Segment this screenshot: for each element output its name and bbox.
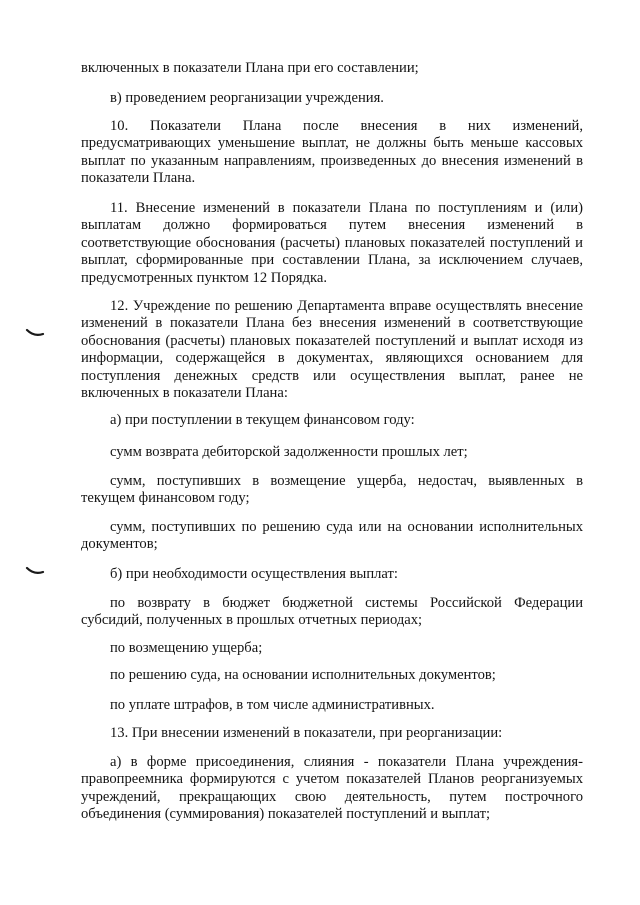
paragraph-item-v: в) проведением реорганизации учреждения. xyxy=(110,90,384,106)
paragraph-11: 11. Внесение изменений в показатели Плана по поступлениям и (или) выплатам должно формироваться путем внесения изменений в соответствующие обоснования (расчеты) плановых показателей поступлений и выплат, сформированные при составлении Плана, за исключением случаев, предусмотренных пунктом 12 Порядка. xyxy=(81,200,583,286)
paragraph-13: 13. При внесении изменений в показатели, при реорганизации: xyxy=(110,725,503,741)
paragraph-12: 12. Учреждение по решению Департамента вправе осуществлять внесение изменений в показатели Плана без внесения изменений в соответствующие обоснования (расчеты) плановых показателей поступлений и выплат исходя из информации, содержащейся в документах, являющихся основанием для поступления денежных средств или осуществления выплат, ранее не включенных в показатели Плана: xyxy=(81,298,583,402)
paragraph-damage-sums: сумм, поступивших в возмещение ущерба, недостач, выявленных в текущем финансовом году; xyxy=(81,473,583,507)
paragraph-court-decision: по решению суда, на основании исполнительных документов; xyxy=(110,667,496,683)
paragraph-receivables: сумм возврата дебиторской задолженности прошлых лет; xyxy=(110,444,468,460)
margin-mark-upper xyxy=(25,328,45,338)
paragraph-13-item-a: а) в форме присоединения, слияния - показатели Плана учреждения-правопреемника формируются с учетом показателей Планов реорганизуемых учреждений, прекращающих свою деятельность, путем построчного объединения (суммирования) показателей поступлений и выплат; xyxy=(81,754,583,823)
paragraph-10: 10. Показатели Плана после внесения в них изменений, предусматривающих уменьшение выплат, не должны быть меньше кассовых выплат по указанным направлениям, произведенных до внесения изменений в показатели Плана. xyxy=(81,118,583,187)
paragraph-damage-compensation: по возмещению ущерба; xyxy=(110,640,263,656)
paragraph-item-a: а) при поступлении в текущем финансовом году: xyxy=(110,412,415,428)
paragraph-item-b: б) при необходимости осуществления выплат: xyxy=(110,566,398,582)
paragraph-continuation: включенных в показатели Плана при его составлении; xyxy=(81,60,419,76)
paragraph-court-sums: сумм, поступивших по решению суда или на основании исполнительных документов; xyxy=(81,519,583,553)
paragraph-fines: по уплате штрафов, в том числе административных. xyxy=(110,697,435,713)
paragraph-budget-return: по возврату в бюджет бюджетной системы Российской Федерации субсидий, полученных в прошлых отчетных периодах; xyxy=(81,595,583,629)
margin-mark-lower xyxy=(25,566,45,576)
